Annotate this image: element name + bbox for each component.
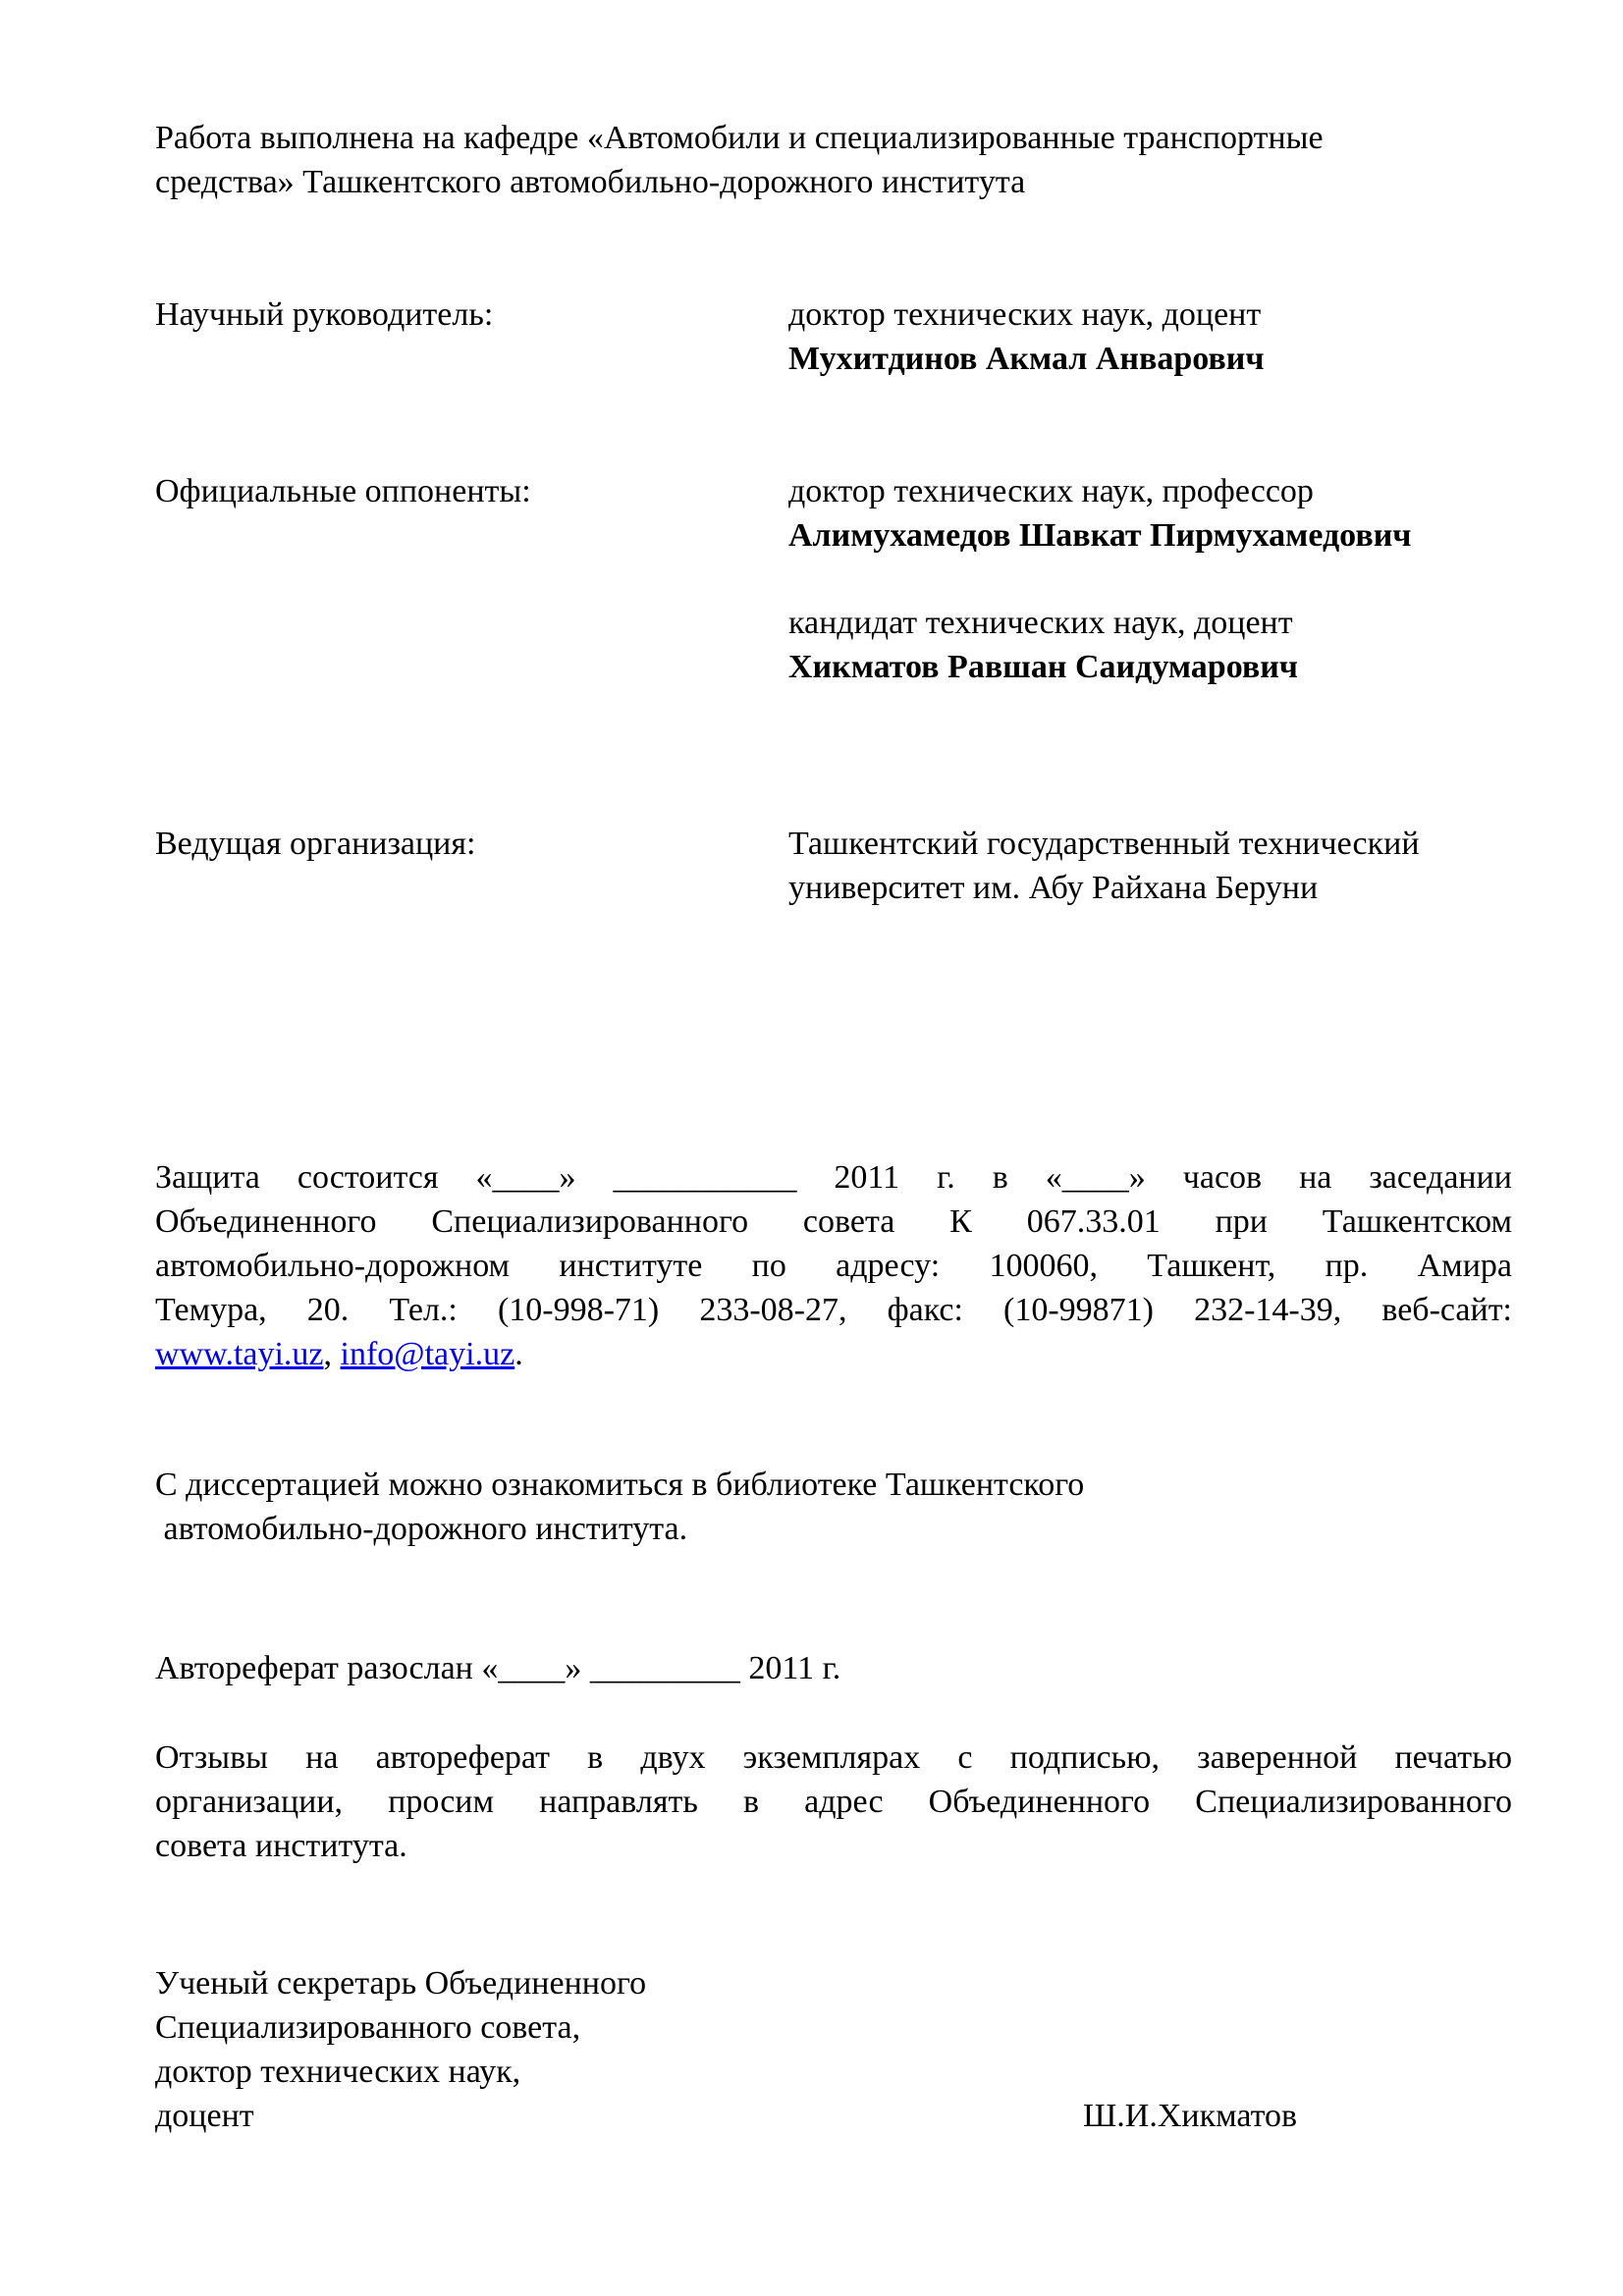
website-link[interactable]: www.tayi.uz bbox=[155, 1336, 324, 1372]
supervisor-info bbox=[788, 293, 1265, 381]
library-line: С диссертацией можно ознакомиться в библиотеке Ташкентского bbox=[155, 1467, 1085, 1503]
leading-org-label: Ведущая организация: bbox=[155, 826, 476, 862]
library-line: автомобильно-дорожного института. bbox=[155, 1511, 688, 1547]
opponent-name: Хикматов Равшан Саидумарович bbox=[788, 649, 1298, 685]
leading-org-line: университет им. Абу Райхана Беруни bbox=[788, 870, 1319, 906]
intro-line: средства» Ташкентского автомобильно-дорожного института bbox=[155, 164, 1026, 200]
secretary-signature: Ш.И.Хикматов bbox=[1083, 2098, 1298, 2134]
intro-paragraph bbox=[155, 116, 1324, 204]
link-separator: , bbox=[323, 1336, 341, 1372]
defense-line: Темура, 20. Тел.: (10-998-71) 233-08-27, факс: (10-99871) 232-14-39, веб-сайт: bbox=[155, 1292, 1512, 1328]
secretary-line: доцент bbox=[155, 2098, 254, 2134]
defense-paragraph bbox=[155, 1155, 1512, 1376]
opponent-name: Алимухамедов Шавкат Пирмухамедович bbox=[788, 517, 1412, 554]
defense-line: автомобильно-дорожном институте по адресу: 100060, Ташкент, пр. Амира bbox=[155, 1248, 1512, 1284]
secretary-block bbox=[155, 1961, 646, 2138]
opponent-1 bbox=[788, 469, 1411, 558]
supervisor-label: Научный руководитель: bbox=[155, 296, 494, 333]
opponent-2 bbox=[788, 601, 1298, 689]
opponents-label: Официальные оппоненты: bbox=[155, 473, 531, 509]
reviews-line: Отзывы на автореферат в двух экземплярах с подписью, заверенной печатью bbox=[155, 1739, 1512, 1776]
reviews-paragraph bbox=[155, 1735, 1512, 1868]
secretary-line: доктор технических наук, bbox=[155, 2054, 521, 2090]
reviews-line: совета института. bbox=[155, 1828, 407, 1864]
defense-line: Объединенного Специализированного совета К 067.33.01 при Ташкентском bbox=[155, 1203, 1512, 1240]
secretary-line: Специализированного совета, bbox=[155, 2009, 581, 2046]
library-paragraph bbox=[155, 1463, 1084, 1551]
opponent-degree: доктор технических наук, профессор bbox=[788, 473, 1314, 509]
intro-line: Работа выполнена на кафедре «Автомобили и специализированные транспортные bbox=[155, 120, 1324, 156]
defense-line: Защита состоится «____» ___________ 2011 г. в «____» часов на заседании bbox=[155, 1159, 1512, 1196]
secretary-line: Ученый секретарь Объединенного bbox=[155, 1965, 647, 2002]
defense-links-line bbox=[155, 1332, 1512, 1376]
opponent-degree: кандидат технических наук, доцент bbox=[788, 605, 1293, 641]
leading-org-info bbox=[788, 822, 1420, 910]
defense-end: . bbox=[514, 1336, 523, 1372]
email-link[interactable]: info@tayi.uz bbox=[340, 1336, 515, 1372]
leading-org-line: Ташкентский государственный технический bbox=[788, 826, 1420, 862]
reviews-line: организации, просим направлять в адрес Объединенного Специализированного bbox=[155, 1784, 1512, 1820]
mailed-line: Автореферат разослан «____» _________ 2011 г. bbox=[155, 1650, 841, 1686]
supervisor-degree: доктор технических наук, доцент bbox=[788, 296, 1262, 333]
supervisor-name: Мухитдинов Акмал Анварович bbox=[788, 341, 1265, 377]
